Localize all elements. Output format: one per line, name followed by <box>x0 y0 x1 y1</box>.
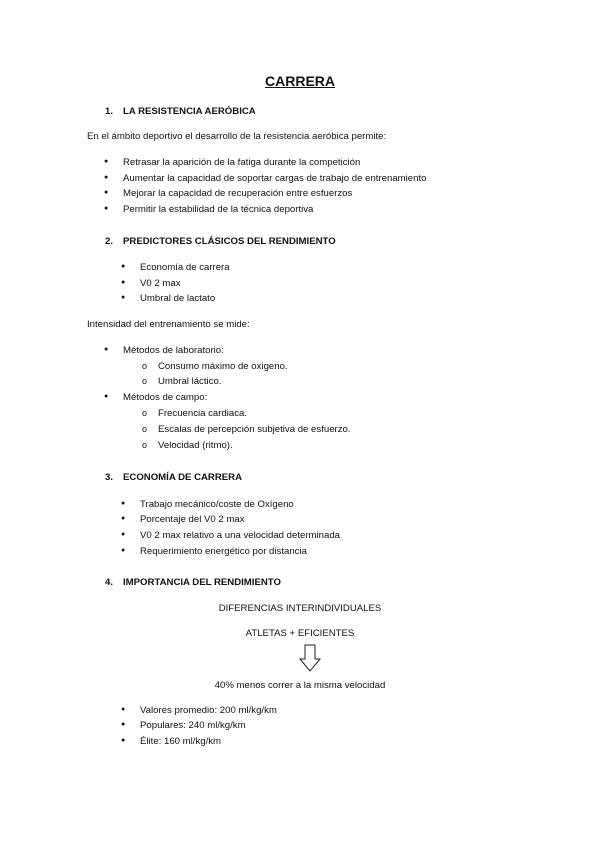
list-item: ● V0 2 max relativo a una velocidad determinada <box>140 530 340 541</box>
sub-list-item: o Velocidad (ritmo). <box>158 440 233 451</box>
list-item: ● Economía de carrera <box>140 262 230 273</box>
section-3-title: ECONOMÍA DE CARRERA <box>123 472 243 483</box>
list-item: ● Umbral de lactato <box>140 293 215 304</box>
sub-list-item: o Consumo máximo de oxigeno. <box>158 361 288 372</box>
list-item: ● Mejorar la capacidad de recuperación entre esfuerzos <box>123 188 352 199</box>
list-item: ● Élite: 160 ml/kg/km <box>140 736 221 747</box>
sub-list-item: o Frecuencia cardiaca. <box>158 408 247 419</box>
center-line-1: DIFERENCIAS INTERINDIVIDUALES <box>218 603 382 614</box>
section-2-title: PREDICTORES CLÁSICOS DEL RENDIMIENTO <box>123 236 336 247</box>
sub-list-item: o Umbral láctico. <box>158 376 221 387</box>
down-arrow-icon <box>299 644 321 672</box>
section-4-number: 4. <box>105 577 114 588</box>
list-item: ● Valores promedio: 200 ml/kg/km <box>140 705 277 716</box>
section-1-title: LA RESISTENCIA AERÓBICA <box>123 106 256 117</box>
list-item: ● Retrasar la aparición de la fatiga durante la competición <box>123 157 360 168</box>
section-2-number: 2. <box>105 236 114 247</box>
page-title: CARRERA <box>265 73 335 89</box>
section-3-number: 3. <box>105 472 114 483</box>
sub-list-item: o Escalas de percepción subjetiva de esfuerzo. <box>158 424 351 435</box>
section-1-intro: En el ámbito deportivo el desarrollo de la resistencia aeróbica permite: <box>87 131 387 142</box>
section-1-number: 1. <box>105 106 114 117</box>
list-item: ● V0 2 max <box>140 278 181 289</box>
list-item: ● Porcentaje del V0 2 max <box>140 514 245 525</box>
list-item: ● Permitir la estabilidad de la técnica deportiva <box>123 204 313 215</box>
center-line-2: ATLETAS + EFICIENTES <box>245 628 355 639</box>
list-item: ● Aumentar la capacidad de soportar cargas de trabajo de entrenamiento <box>123 173 426 184</box>
section-4-heading <box>105 577 281 588</box>
section-1-heading <box>105 106 256 117</box>
section-3-heading <box>105 472 242 483</box>
intensity-intro: Intensidad del entrenamiento se mide: <box>87 319 250 330</box>
list-item: ● Métodos de laboratorio: <box>123 345 224 356</box>
list-item: ● Populares: 240 ml/kg/km <box>140 720 246 731</box>
section-4-title: IMPORTANCIA DEL RENDIMIENTO <box>123 577 281 588</box>
center-line-3: 40% menos correr a la misma velocidad <box>214 680 386 691</box>
list-item: ● Trabajo mecánico/coste de Oxígeno <box>140 499 294 510</box>
list-item: ● Métodos de campo: <box>123 392 207 403</box>
section-2-heading <box>105 236 336 247</box>
list-item: ● Requerimiento energético por distancia <box>140 546 307 557</box>
